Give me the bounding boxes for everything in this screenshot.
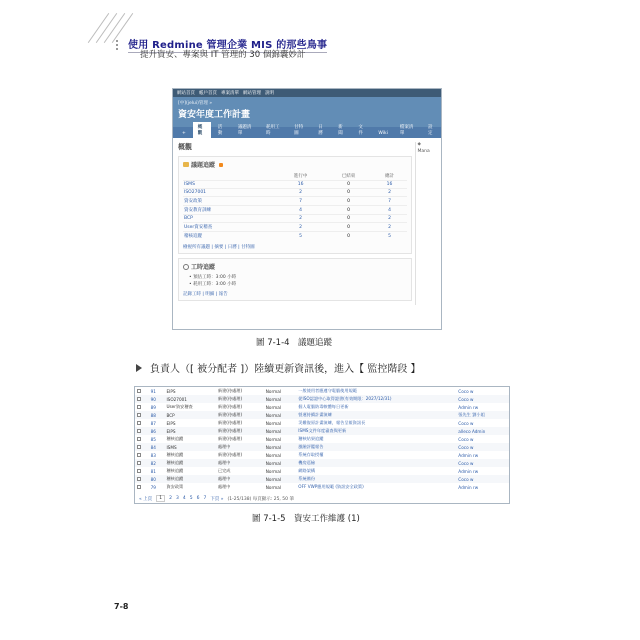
issue-list-table [135, 387, 509, 491]
pager-next[interactable]: 下頁 » [210, 496, 224, 502]
status: 新建(待處理) [217, 396, 243, 401]
priority: Normal [265, 420, 281, 426]
priority: Normal [265, 484, 281, 490]
issue-id[interactable]: 87 [150, 420, 156, 426]
table-row[interactable] [135, 459, 509, 467]
issue-subject[interactable]: 災難復原計畫演練，報告呈報資訊長 [298, 420, 366, 425]
issue-id[interactable]: 80 [150, 476, 156, 482]
row-checkbox[interactable] [137, 437, 141, 441]
priority: Normal [265, 444, 281, 450]
top-menu-item[interactable]: 網站首頁 [177, 91, 195, 96]
issue-count[interactable]: 2 [372, 189, 406, 197]
tracker: 稽核追蹤 [166, 436, 184, 441]
top-menu [173, 89, 441, 97]
assignee[interactable]: Coco w [458, 388, 474, 394]
issue-count: 0 [325, 197, 373, 206]
issue-count[interactable]: 7 [277, 197, 325, 206]
assignee[interactable]: Coco w [458, 460, 474, 466]
priority: Normal [265, 428, 281, 434]
status: 新建(待處理) [217, 404, 243, 409]
issue-count[interactable]: 2 [372, 215, 406, 223]
status: 處理中 [217, 460, 231, 465]
sidebar [415, 142, 436, 305]
table-row[interactable] [135, 467, 509, 475]
tab-activity[interactable]: 活動 [217, 125, 223, 136]
priority: Normal [265, 452, 281, 458]
tracker: ISMS [166, 444, 177, 450]
top-menu-item[interactable]: 帳戶首頁 [199, 91, 217, 96]
figure-caption-2: 圖 7-1-5 資安工作維護 (1) [252, 514, 360, 524]
instruction-text: 負責人（[ 被分配者 ]）陸續更新資訊後，進入【 監控階段 】 [150, 364, 421, 375]
tracker: EIPS [166, 420, 176, 426]
assignee[interactable]: Admin rw [458, 452, 479, 458]
issue-count: 0 [325, 206, 373, 215]
tracker: EIPS [166, 428, 176, 434]
status: 新建(待處理) [217, 388, 243, 393]
tracker: 稽核追蹤 [166, 468, 184, 473]
table-row [183, 223, 407, 232]
time-links[interactable]: 記錄工時 | 明細 | 報告 [183, 292, 228, 297]
row-checkbox-cell [135, 403, 149, 411]
issue-count[interactable]: 2 [372, 223, 406, 232]
issue-subject[interactable]: 系統存取授權 [298, 452, 324, 457]
issue-links[interactable]: 檢視所有議題 | 摘要 | 日曆 | 甘特圖 [183, 245, 255, 250]
row-checkbox[interactable] [137, 461, 141, 465]
table-row[interactable] [135, 475, 509, 483]
pager-prev[interactable]: « 上頁 [139, 496, 153, 502]
row-checkbox[interactable] [137, 429, 141, 433]
tab-documents[interactable]: 文件 [358, 125, 363, 136]
issue-tracking-title: 議題追蹤 [191, 162, 216, 169]
row-checkbox-cell [135, 419, 149, 427]
issue-subject[interactable]: 從ISO認證中心取得證書(有效期限：2027/12/31) [298, 396, 392, 401]
table-header: 總計 [385, 174, 394, 179]
priority: Normal [265, 396, 281, 402]
tracker-link[interactable]: User資安稽查 [183, 223, 277, 232]
row-checkbox-cell [135, 427, 149, 435]
time-tracking-box [178, 258, 412, 301]
running-header-subtitle: 提升資安、專案與 IT 管理的 30 個錦囊妙計 [140, 50, 306, 60]
row-checkbox-cell [135, 395, 149, 403]
row-checkbox[interactable] [137, 469, 141, 473]
issue-subject[interactable]: 網路架構 [298, 468, 316, 473]
tracker-link[interactable]: ISMS [183, 181, 277, 189]
issue-subject[interactable]: 系統備份 [298, 476, 316, 481]
assignee[interactable]: Admin rw [458, 468, 479, 474]
row-checkbox-cell [135, 467, 149, 475]
tab-issues[interactable]: 議題清單 [237, 125, 252, 136]
tab-settings[interactable]: 設定 [427, 125, 433, 136]
issue-subject[interactable]: 機房巡檢 [298, 460, 316, 465]
row-checkbox[interactable] [137, 413, 141, 417]
issue-subject[interactable]: 稽核結果追蹤 [298, 436, 324, 441]
tracker: 資安政策 [166, 484, 184, 489]
priority: Normal [265, 412, 281, 418]
row-checkbox-cell [135, 435, 149, 443]
feed-icon[interactable] [219, 163, 223, 167]
issue-count[interactable]: 4 [372, 206, 406, 215]
issue-count: 0 [325, 215, 373, 223]
tracker-link[interactable]: 資安政策 [183, 197, 277, 206]
row-checkbox[interactable] [137, 445, 141, 449]
tab-gantt[interactable]: 甘特圖 [294, 125, 304, 136]
table-row [183, 215, 407, 223]
tab-overview[interactable]: 概觀 [193, 122, 211, 138]
tracker: ISO27001 [166, 396, 187, 402]
issue-id[interactable]: 81 [150, 468, 156, 474]
pager-page[interactable]: 4 [182, 496, 186, 501]
status: 新建(待處理) [217, 436, 243, 441]
tab-wiki[interactable]: Wiki [378, 131, 388, 136]
top-menu-item[interactable]: 專案清單 [221, 91, 239, 96]
issue-id[interactable]: 90 [150, 396, 156, 402]
row-checkbox[interactable] [137, 453, 141, 457]
assignee[interactable]: Coco w [458, 396, 474, 402]
project-title: 資安年度工作計畫 [178, 110, 251, 120]
tracker: User資安稽查 [166, 404, 193, 409]
row-checkbox[interactable] [137, 485, 141, 489]
priority: Normal [265, 388, 281, 394]
pager-page[interactable]: 1 [156, 495, 165, 502]
issue-count[interactable]: 16 [277, 181, 325, 189]
status: 處理中 [217, 476, 231, 481]
tracker-link[interactable]: 稽核追蹤 [183, 232, 277, 241]
tracker: 稽核追蹤 [166, 476, 184, 481]
decorative-lines [92, 10, 132, 40]
table-row[interactable] [135, 387, 509, 395]
issue-id[interactable]: 89 [150, 404, 156, 410]
issue-tracking-table [183, 172, 407, 240]
issue-subject[interactable]: 個人電腦防毒軟體每日更新 [298, 404, 349, 409]
issue-count[interactable]: 2 [277, 223, 325, 232]
assignee[interactable]: Coco w [458, 476, 474, 482]
row-checkbox[interactable] [137, 421, 141, 425]
parent-project-link[interactable]: [中](jelui)管理 » [178, 101, 213, 106]
assignee[interactable]: Coco w [458, 444, 474, 450]
table-row[interactable] [135, 443, 509, 451]
table-header: 已結束 [341, 174, 356, 179]
issue-count[interactable]: 5 [372, 232, 406, 241]
priority: Normal [265, 468, 281, 474]
status: 新建(待處理) [217, 452, 243, 457]
status: 處理中 [217, 484, 231, 489]
assignee[interactable]: Admin rw [458, 404, 479, 410]
tracker-link[interactable]: BCP [183, 215, 277, 223]
issue-count[interactable]: 5 [277, 232, 325, 241]
estimated-time: • 預估工時：3:00 小時 [189, 275, 237, 280]
issue-tracking-box [178, 156, 412, 254]
table-row [183, 232, 407, 241]
status: 新建(待處理) [217, 420, 243, 425]
top-menu-item[interactable]: 網站管理 [243, 91, 261, 96]
issue-subject[interactable]: ISMS文件年度審查與更新 [298, 428, 347, 433]
issue-id[interactable]: 88 [150, 412, 156, 418]
table-row [183, 206, 407, 215]
issue-id[interactable]: 91 [150, 388, 156, 394]
assignee[interactable]: 張先生 劉小姐 [458, 412, 485, 417]
issues-icon [183, 162, 189, 167]
issue-count[interactable]: 2 [277, 189, 325, 197]
issue-count[interactable]: 7 [372, 197, 406, 206]
priority: Normal [265, 460, 281, 466]
figure-caption-1: 圖 7-1-4 議題追蹤 [256, 338, 333, 348]
priority: Normal [265, 476, 281, 482]
tab-new[interactable]: + [182, 131, 186, 136]
table-row[interactable] [135, 483, 509, 491]
issue-id[interactable]: 79 [150, 484, 156, 490]
issue-count[interactable]: 16 [372, 181, 406, 189]
decorative-dots [116, 40, 124, 54]
pager-page[interactable]: 7 [203, 496, 207, 501]
issue-subject[interactable]: 風險評鑑報告 [298, 444, 324, 449]
tracker-link[interactable]: ISO27001 [183, 189, 277, 197]
row-checkbox-cell [135, 411, 149, 419]
row-checkbox-cell [135, 451, 149, 459]
priority: Normal [265, 436, 281, 442]
row-checkbox-cell [135, 483, 149, 491]
table-header [183, 172, 277, 181]
row-checkbox-cell [135, 475, 149, 483]
tracker: 稽核追蹤 [166, 460, 184, 465]
issue-id[interactable]: 83 [150, 452, 156, 458]
tab-spent-time[interactable]: 耗用工時 [266, 125, 280, 136]
spent-time: • 耗用工時：3:00 小時 [189, 282, 237, 287]
issue-count[interactable]: 4 [277, 206, 325, 215]
instruction-line [136, 360, 421, 375]
tracker: BCP [166, 412, 175, 418]
table-row[interactable] [135, 403, 509, 411]
sidebar-text: Mana [417, 149, 430, 154]
priority: Normal [265, 404, 281, 410]
row-checkbox[interactable] [137, 397, 141, 401]
issue-count[interactable]: 2 [277, 215, 325, 223]
time-tracking-title: 工時追蹤 [191, 264, 216, 271]
pager-page[interactable]: 2 [169, 496, 172, 501]
tab-files[interactable]: 檔案清單 [399, 125, 414, 136]
pagination [135, 491, 509, 502]
assignee[interactable]: Coco w [458, 436, 474, 442]
assignee[interactable]: Admin rw [458, 484, 479, 490]
status: 新建(待處理) [217, 412, 243, 417]
pager-page[interactable]: 6 [196, 496, 200, 501]
issue-count: 0 [325, 223, 373, 232]
tab-news[interactable]: 新聞 [338, 125, 343, 136]
row-checkbox-cell [135, 443, 149, 451]
page-number: 7-8 [114, 602, 129, 611]
issue-count: 0 [325, 189, 373, 197]
row-checkbox[interactable] [137, 477, 141, 481]
running-header-title: 使用 Redmine 管理企業 MIS 的那些鳥事 [128, 36, 327, 53]
issue-subject[interactable]: OFF VWP應用規範 (資訊安全政策) [298, 484, 364, 489]
pager-page[interactable]: 3 [175, 496, 179, 501]
issue-id[interactable]: 82 [150, 460, 156, 466]
issue-subject[interactable]: 營運持續計畫演練 [298, 412, 332, 417]
bullet-triangle-icon [136, 364, 142, 372]
top-menu-item[interactable]: 說明 [265, 91, 274, 96]
assignee[interactable]: Coco w [458, 420, 474, 426]
pager-page[interactable]: 5 [189, 496, 193, 501]
tab-calendar[interactable]: 日曆 [318, 125, 323, 136]
clock-icon [183, 264, 189, 270]
sidebar-icon: ◆ [417, 142, 421, 147]
table-header: 進行中 [293, 174, 308, 179]
issue-id[interactable]: 85 [150, 436, 156, 442]
table-row [183, 197, 407, 206]
issue-id[interactable]: 84 [150, 444, 156, 450]
table-row[interactable] [135, 451, 509, 459]
overview-heading: 概觀 [178, 143, 192, 151]
redmine-overview-screenshot [172, 88, 442, 330]
issue-count: 0 [325, 232, 373, 241]
pager-info: (1-25/138) 每頁顯示: 25, 50 筆 [227, 496, 294, 502]
row-checkbox[interactable] [137, 389, 141, 393]
table-row[interactable] [135, 419, 509, 427]
row-checkbox[interactable] [137, 405, 141, 409]
table-row[interactable] [135, 411, 509, 419]
tracker: EIPS [166, 388, 176, 394]
issue-id[interactable]: 86 [150, 428, 156, 434]
issue-subject[interactable]: 一般使用者應遵守電腦使用規範 [298, 388, 357, 393]
table-row [183, 181, 407, 189]
tracker-link[interactable]: 資安教育訓練 [183, 206, 277, 215]
table-row[interactable] [135, 395, 509, 403]
status: 已完成 [217, 468, 231, 473]
table-row [183, 189, 407, 197]
assignee[interactable]: alleco Admin [458, 428, 486, 434]
issue-count: 0 [325, 181, 373, 189]
issue-list-screenshot [134, 386, 510, 504]
table-row[interactable] [135, 427, 509, 435]
row-checkbox-cell [135, 387, 149, 395]
row-checkbox-cell [135, 459, 149, 467]
table-row[interactable] [135, 435, 509, 443]
project-tabs [173, 127, 441, 138]
status: 處理中 [217, 444, 231, 449]
status: 新建(待處理) [217, 428, 243, 433]
tracker: 稽核追蹤 [166, 452, 184, 457]
